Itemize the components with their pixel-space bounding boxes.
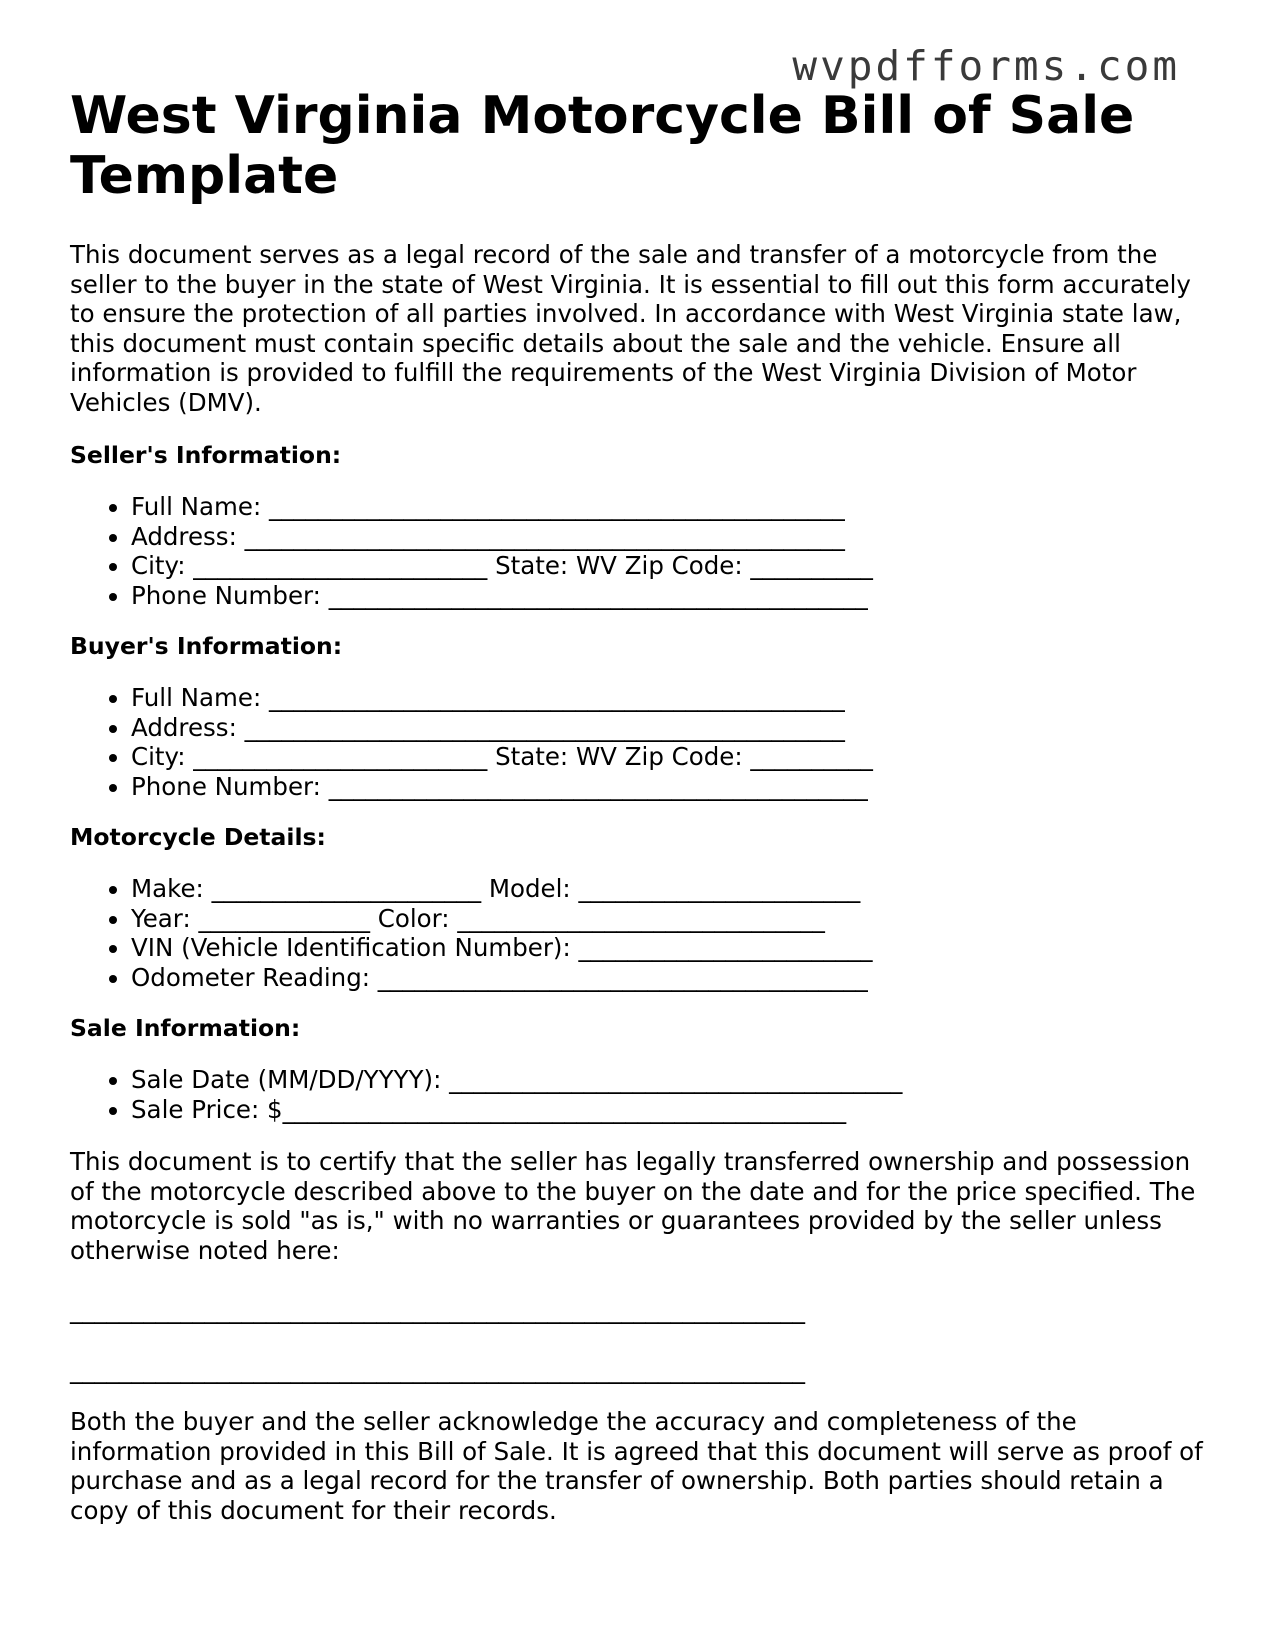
motorcycle-fields	[70, 874, 1210, 992]
buyer-city-state-zip-field[interactable]: • City: ________________________ State: WV Zip Code: __________	[131, 742, 1210, 772]
notes-line-1[interactable]: ____________________________________________________________	[70, 1295, 805, 1324]
odometer-field[interactable]: • Odometer Reading: ________________________________________	[131, 963, 1210, 993]
sale-heading: Sale Information:	[70, 1014, 301, 1042]
sale-section	[70, 1013, 1210, 1124]
seller-city-state-zip-field[interactable]: • City: ________________________ State: WV Zip Code: __________	[131, 551, 1210, 581]
seller-full-name-field[interactable]: • Full Name: _______________________________________________	[131, 492, 1210, 522]
buyer-fields	[70, 683, 1210, 801]
document-body	[70, 240, 1210, 1525]
seller-fields	[70, 492, 1210, 610]
buyer-section	[70, 631, 1210, 801]
buyer-phone-field[interactable]: • Phone Number: ____________________________________________	[131, 772, 1210, 802]
buyer-full-name-field[interactable]: • Full Name: _______________________________________________	[131, 683, 1210, 713]
seller-heading: Seller's Information:	[70, 441, 342, 469]
sale-date-field[interactable]: • Sale Date (MM/DD/YYYY): _____________________________________	[131, 1065, 1210, 1095]
seller-phone-field[interactable]: • Phone Number: ____________________________________________	[131, 581, 1210, 611]
make-model-field[interactable]: • Make: ______________________ Model: _______________________	[131, 874, 1210, 904]
acknowledgement-paragraph: Both the buyer and the seller acknowledge the accuracy and completeness of the information provided in this Bill of Sale. It is agreed that this document will serve as proof of purchase and as a legal record for the transfer of ownership. Both parties should retain a copy of this document for their records.	[70, 1407, 1203, 1525]
seller-address-field[interactable]: • Address: _________________________________________________	[131, 522, 1210, 552]
motorcycle-section	[70, 822, 1210, 992]
intro-paragraph: This document serves as a legal record of the sale and transfer of a motorcycle from the seller to the buyer in the state of West Virginia. It is essential to fill out this form accurately to ensure the protection of all parties involved. In accordance with West Virginia state law, this document must contain specific details about the sale and the vehicle. Ensure all information is provided to fulfill the requirements of the West Virginia Division of Motor Vehicles (DMV).	[70, 240, 1191, 417]
vin-field[interactable]: • VIN (Vehicle Identification Number): ________________________	[131, 933, 1210, 963]
buyer-heading: Buyer's Information:	[70, 632, 343, 660]
seller-section	[70, 440, 1210, 610]
certification-paragraph: This document is to certify that the seller has legally transferred ownership and possession of the motorcycle described above to the buyer on the date and for the price specified. The motorcycle is sold "as is," with no warranties or guarantees provided by the seller unless otherwise noted here:	[70, 1147, 1196, 1265]
buyer-address-field[interactable]: • Address: _________________________________________________	[131, 713, 1210, 743]
sale-price-field[interactable]: • Sale Price: $______________________________________________	[131, 1095, 1210, 1125]
sale-fields	[70, 1065, 1210, 1124]
year-color-field[interactable]: • Year: ______________ Color: ______________________________	[131, 904, 1210, 934]
site-watermark: wvpdfforms.com	[792, 42, 1180, 90]
page-title: West Virginia Motorcycle Bill of Sale Template	[70, 86, 1135, 206]
notes-line-2[interactable]: ____________________________________________________________	[70, 1354, 805, 1384]
motorcycle-heading: Motorcycle Details:	[70, 823, 326, 851]
